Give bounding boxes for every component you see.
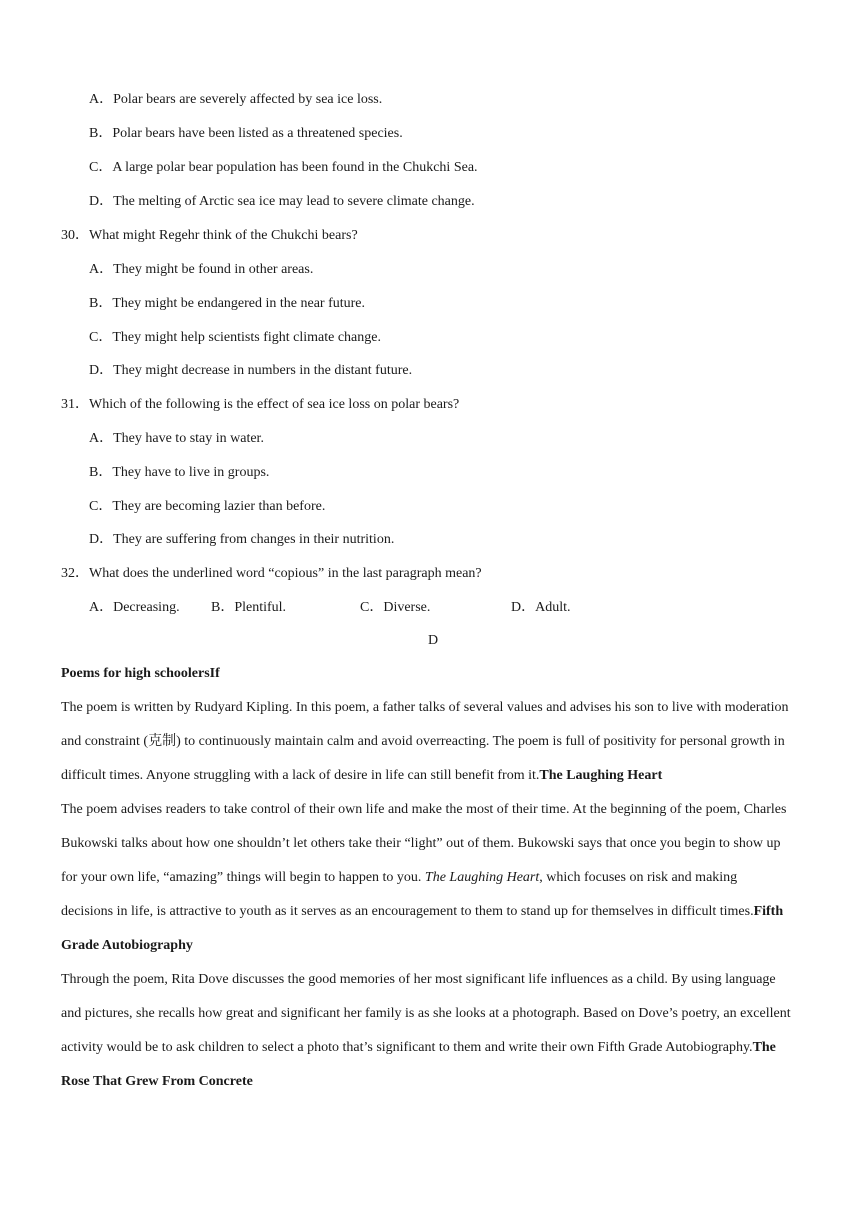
- q32-option-d: D．Adult.: [511, 600, 571, 615]
- q29-option-c: C．A large polar bear population has been found in the Chukchi Sea.: [89, 160, 478, 175]
- q30-option-d: D．They might decrease in numbers in the distant future.: [89, 363, 413, 378]
- poem-heading-fifth-grade: Fifth Grade Autobiography: [61, 904, 784, 953]
- section-letter: D: [427, 633, 439, 648]
- passage: [61, 657, 791, 1099]
- q31-option-b: B．They have to live in groups.: [89, 465, 270, 480]
- poem-text-laughing-heart-b: , which focuses on risk and making decisions in life, is attractive to youth as it serves as an encouragement to them to stand up for themselves in difficult times.: [61, 870, 754, 919]
- poem-text-if: The poem is written by Rudyard Kipling. In this poem, a father talks of several values and advises his son to live with moderation and constraint (克制) to continuously maintain calm and avoid overreacting. The poem is full of positivity for personal growth in difficult times. Anyone struggling with a lack of desire in life can still benefit from it.: [61, 700, 789, 783]
- q30-stem: 30．What might Regehr think of the Chukchi bears?: [61, 228, 358, 243]
- poem-heading-rose: The Rose That Grew From Concrete: [61, 1040, 776, 1089]
- q30-option-a: A．They might be found in other areas.: [89, 262, 314, 277]
- poem-title-italic: The Laughing Heart: [424, 870, 540, 885]
- q31-option-d: D．They are suffering from changes in their nutrition.: [89, 532, 395, 547]
- q32-option-a: A．Decreasing.: [89, 600, 180, 615]
- q31-stem: 31．Which of the following is the effect of sea ice loss on polar bears?: [61, 397, 460, 412]
- poem-heading-laughing-heart: The Laughing Heart: [539, 768, 663, 783]
- q29-option-a: A．Polar bears are severely affected by sea ice loss.: [89, 92, 383, 107]
- q29-option-b: B．Polar bears have been listed as a threatened species.: [89, 126, 403, 141]
- q31-option-a: A．They have to stay in water.: [89, 431, 264, 446]
- poem-text-fifth-grade: Through the poem, Rita Dove discusses the good memories of her most significant life influences as a child. By using language and pictures, she recalls how great and significant her family is as she looks at a photograph. Based on Dove’s poetry, an excellent activity would be to ask children to select a photo that’s significant to them and write their own Fifth Grade Autobiography.: [61, 972, 791, 1055]
- q32-option-b: B．Plentiful.: [211, 600, 287, 615]
- q29-option-d: D．The melting of Arctic sea ice may lead to severe climate change.: [89, 194, 475, 209]
- q32-option-c: C．Diverse.: [360, 600, 431, 615]
- q30-option-b: B．They might be endangered in the near future.: [89, 296, 366, 311]
- poem-text-laughing-heart-a: The poem advises readers to take control of their own life and make the most of their time. At the beginning of the poem, Charles Bukowski talks about how one shouldn’t let others take their “light” out of them. Bukowski says that once you begin to show up for your own life, “amazing” things will begin to happen to you.: [61, 802, 787, 885]
- poem-heading-if: Poems for high schoolersIf: [61, 666, 220, 681]
- q30-option-c: C．They might help scientists fight climate change.: [89, 330, 381, 345]
- q31-option-c: C．They are becoming lazier than before.: [89, 499, 326, 514]
- q32-stem: 32．What does the underlined word “copious” in the last paragraph mean?: [61, 566, 482, 581]
